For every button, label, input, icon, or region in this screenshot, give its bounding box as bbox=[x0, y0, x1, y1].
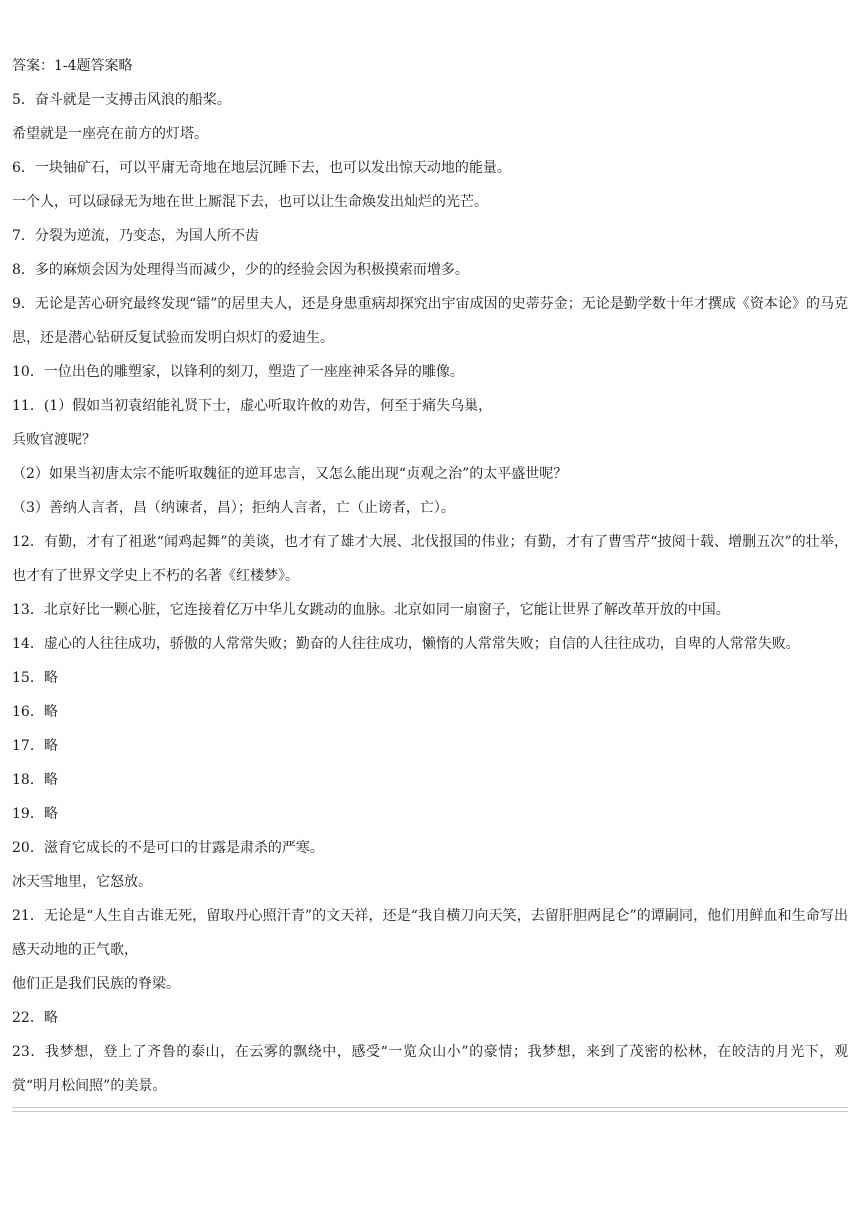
answer-11-line-2: 兵败官渡呢？ bbox=[12, 432, 96, 448]
answer-10: 10．一位出色的雕塑家，以锋利的刻刀，塑造了一座座神采各异的雕像。 bbox=[12, 364, 464, 380]
answer-5-line-1: 5．奋斗就是一支搏击风浪的船桨。 bbox=[12, 92, 231, 108]
answer-sheet bbox=[12, 49, 848, 1103]
answer-20-line-1: 20．滋育它成长的不是可口的甘露是肃杀的严寒。 bbox=[12, 840, 324, 856]
answer-7: 7．分裂为逆流，乃变态，为国人所不齿 bbox=[12, 228, 259, 244]
answer-19: 19．略 bbox=[12, 806, 58, 822]
answer-9: 9．无论是苦心研究最终发现“镭”的居里夫人，还是身患重病却探究出宇宙成因的史蒂芬金；无论是勤学数十年才撰成《资本论》的马克思，还是潜心钻研反复试验而发明白炽灯的爱迪生。 bbox=[12, 296, 848, 346]
answer-header: 答案：1-4题答案略 bbox=[12, 58, 133, 74]
answer-11-line-1: 11．(1）假如当初袁绍能礼贤下士，虚心听取许攸的劝告，何至于痛失乌巢， bbox=[12, 398, 493, 414]
answer-6-line-1: 6．一块铀矿石，可以平庸无奇地在地层沉睡下去，也可以发出惊天动地的能量。 bbox=[12, 160, 511, 176]
answer-8: 8．多的麻烦会因为处理得当而减少，少的的经验会因为积极摸索而增多。 bbox=[12, 262, 469, 278]
answer-22: 22．略 bbox=[12, 1010, 58, 1026]
answer-17: 17．略 bbox=[12, 738, 58, 754]
answer-6-line-2: 一个人，可以碌碌无为地在世上厮混下去，也可以让生命焕发出灿烂的光芒。 bbox=[12, 194, 488, 210]
page-divider bbox=[12, 1107, 848, 1112]
answer-21-line-2: 他们正是我们民族的脊梁。 bbox=[12, 976, 180, 992]
answer-16: 16．略 bbox=[12, 704, 58, 720]
answer-18: 18．略 bbox=[12, 772, 58, 788]
answer-21: 21．无论是“人生自古谁无死，留取丹心照汗青”的文天祥，还是“我自横刀向天笑，去留肝胆两昆仑”的谭嗣同，他们用鲜血和生命写出感天动地的正气歌， bbox=[12, 908, 848, 958]
answer-14: 14．虚心的人往往成功，骄傲的人常常失败；勤奋的人往往成功，懒惰的人常常失败；自信的人往往成功，自卑的人常常失败。 bbox=[12, 636, 800, 652]
answer-20-line-2: 冰天雪地里，它怒放。 bbox=[12, 874, 152, 890]
answer-11-part-3: （3）善纳人言者，昌（纳谏者，昌）；拒纳人言者，亡（止谤者，亡）。 bbox=[12, 500, 455, 516]
answer-5-line-2: 希望就是一座亮在前方的灯塔。 bbox=[12, 126, 208, 142]
answer-13: 13．北京好比一颗心脏，它连接着亿万中华儿女跳动的血脉。北京如同一扇窗子，它能让世界了解改革开放的中国。 bbox=[12, 602, 730, 618]
answer-15: 15．略 bbox=[12, 670, 58, 686]
answer-23: 23．我梦想，登上了齐鲁的泰山，在云雾的飘绕中，感受“一览众山小”的豪情；我梦想，来到了茂密的松林，在皎洁的月光下，观赏“明月松间照”的美景。 bbox=[12, 1044, 848, 1094]
answer-11-part-2: （2）如果当初唐太宗不能听取魏征的逆耳忠言，又怎么能出现“贞观之治”的太平盛世呢？ bbox=[12, 466, 568, 482]
answer-12: 12．有勤，才有了祖逖“闻鸡起舞”的美谈，也才有了雄才大展、北伐报国的伟业；有勤，才有了曹雪芹“披阅十载、增删五次”的壮举，也才有了世界文学史上不朽的名著《红楼梦》。 bbox=[12, 534, 848, 584]
